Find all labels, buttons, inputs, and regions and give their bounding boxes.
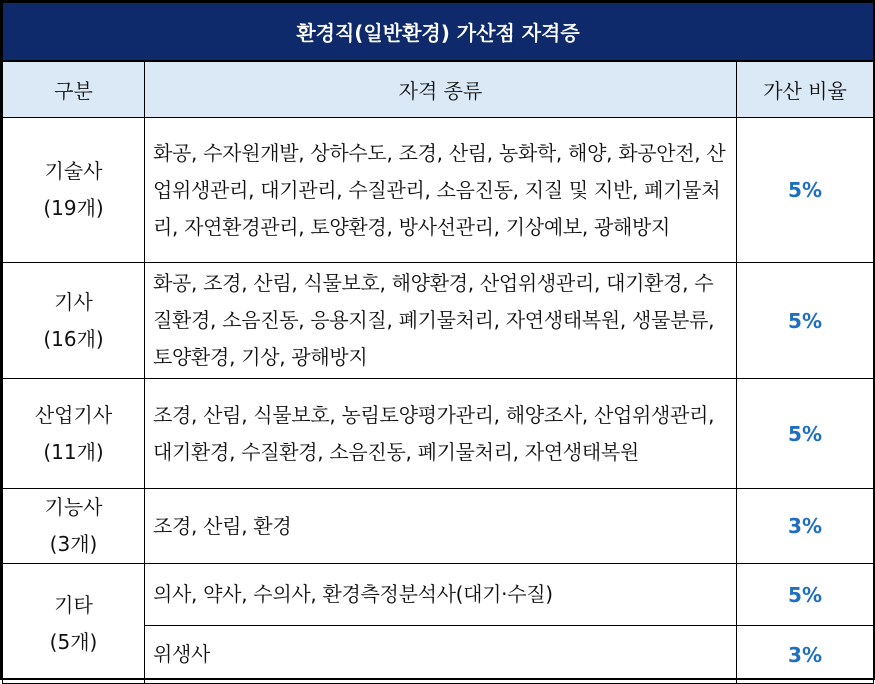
category-cell — [3, 489, 145, 564]
header-category: 구분 — [3, 61, 145, 118]
category-cell — [3, 263, 145, 379]
table-title: 환경직(일반환경) 가산점 자격증 — [3, 3, 874, 62]
rate-cell: 3% — [737, 626, 874, 684]
header-row — [3, 61, 874, 118]
types-cell: 화공, 수자원개발, 상하수도, 조경, 산림, 농화학, 해양, 화공안전, 산업위생관리, 대기관리, 수질관리, 소음진동, 지질 및 지반, 폐기물처리, 자연환경관리, 토양환경, 방사선관리, 기상예보, 광해방지 — [145, 118, 737, 263]
types-cell: 화공, 조경, 산림, 식물보호, 해양환경, 산업위생관리, 대기환경, 수질환경, 소음진동, 응용지질, 폐기물처리, 자연생태복원, 생물분류, 토양환경, 기상, 광해방지 — [145, 263, 737, 379]
category-count: (19개) — [43, 196, 104, 220]
rate-cell: 5% — [737, 118, 874, 263]
category-count: (16개) — [43, 326, 104, 351]
table-row — [3, 564, 874, 626]
header-types: 자격 종류 — [145, 61, 737, 118]
category-name: 산업기사 — [34, 402, 113, 427]
category-name: 기술사 — [44, 159, 103, 183]
category-name: 기타 — [54, 592, 93, 617]
rate-cell: 3% — [737, 489, 874, 564]
types-cell: 조경, 산림, 환경 — [145, 489, 737, 564]
table-row — [3, 263, 874, 379]
table-row — [3, 489, 874, 564]
rate-cell: 5% — [737, 564, 874, 626]
category-name: 기능사 — [44, 495, 103, 519]
types-cell: 의사, 약사, 수의사, 환경측정분석사(대기·수질) — [145, 564, 737, 626]
table-row — [3, 379, 874, 489]
types-cell: 조경, 산림, 식물보호, 농림토양평가관리, 해양조사, 산업위생관리, 대기환경, 수질환경, 소음진동, 폐기물처리, 자연생태복원 — [145, 379, 737, 489]
header-rate: 가산 비율 — [737, 61, 874, 118]
rate-cell: 5% — [737, 379, 874, 489]
category-cell — [3, 118, 145, 263]
category-count: (5개) — [49, 629, 98, 654]
category-count: (3개) — [49, 532, 98, 556]
category-cell — [3, 379, 145, 489]
title-row — [3, 3, 874, 62]
certificate-table — [2, 2, 874, 684]
table-row — [3, 118, 874, 263]
category-name: 기사 — [54, 289, 93, 314]
category-cell — [3, 564, 145, 684]
rate-cell: 5% — [737, 263, 874, 379]
category-count: (11개) — [43, 439, 104, 464]
types-cell: 위생사 — [145, 626, 737, 684]
